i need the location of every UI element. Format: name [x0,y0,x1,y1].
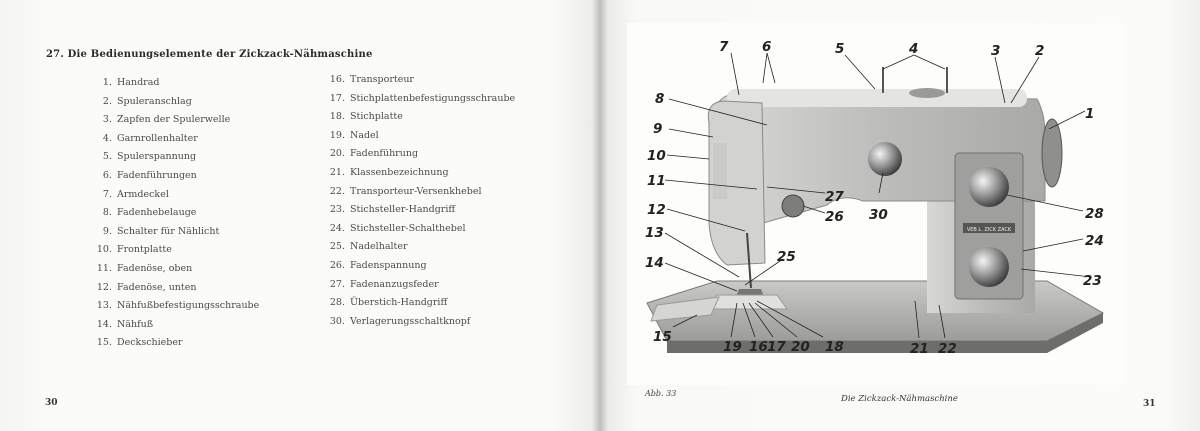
item-number: 15. [96,337,112,349]
callout-25: 25 [777,249,796,265]
item-label: Frontplatte [117,244,172,256]
drop-feed-knob [868,142,902,176]
callout-11: 11 [647,173,666,189]
item-label: Handrad [117,77,160,88]
callout-27: 27 [825,189,844,205]
item-number: 26. [329,259,345,271]
callout-19: 19 [723,339,742,355]
stitch-width-knob [969,167,1009,207]
parts-list-item [323,238,515,257]
item-label: Stichplattenbefestigungsschraube [350,92,516,104]
parts-list-item [92,167,259,186]
item-number: 20. [329,148,345,160]
callout-15: 15 [653,329,672,345]
callout-30: 30 [869,207,888,223]
machine-plate-text: VEB L. ZICK ZACK [966,227,1012,233]
parts-list-item [92,111,259,130]
item-number: 27. [329,278,345,290]
item-label: Nadelhalter [350,241,408,253]
item-label: Transporteur [350,74,414,85]
tension-dial [782,195,804,217]
item-number: 17. [329,92,345,104]
callout-13: 13 [645,225,664,241]
parts-list-item [92,130,259,149]
page-number-right: 31 [1143,399,1156,409]
callout-24: 24 [1085,233,1104,249]
item-number: 4. [102,132,112,144]
item-label: Spulerspannung [117,151,197,163]
callout-4: 4 [909,41,919,57]
parts-list-item [92,93,259,112]
arm-top-cover [727,89,1027,107]
parts-list-item [92,260,259,279]
stitch-length-knob [969,247,1009,287]
item-label: Fadenspannung [350,259,427,271]
callout-22: 22 [938,341,957,357]
parts-list-item [92,186,259,205]
callout-12: 12 [647,202,666,218]
item-number: 28. [329,297,345,309]
book-gutter-shadow [592,0,608,431]
callout-28: 28 [1085,206,1104,222]
parts-list-item [92,148,259,167]
parts-list-item [92,74,259,93]
item-label: Fadenführung [350,148,419,160]
parts-list-item [92,316,259,335]
item-number: 16. [329,74,345,85]
item-label: Deckschieber [117,337,183,349]
item-number: 7. [102,188,112,200]
item-label: Fadenöse, unten [117,281,197,293]
parts-list-item [323,71,515,90]
callout-21: 21 [910,341,929,357]
item-number: 30. [329,315,345,327]
parts-list-column-1 [92,74,259,353]
item-label: Nadel [350,129,379,141]
item-label: Spuleranschlag [117,95,192,107]
sewing-machine-photo [627,23,1123,385]
item-number: 13. [96,300,112,312]
callout-7: 7 [719,39,729,55]
item-label: Transporteur-Versenkhebel [350,185,482,197]
item-label: Zapfen der Spulerwelle [117,114,231,126]
item-number: 8. [102,207,112,219]
parts-list-item [323,127,515,146]
item-label: Fadenhebelauge [117,207,197,219]
parts-list-item [323,108,515,127]
handwheel [1042,119,1062,187]
callout-6: 6 [762,39,772,55]
item-label: Stichsteller-Schalthebel [350,222,466,234]
figure-caption: Die Zickzack-Nähmaschine [841,394,958,404]
callout-26: 26 [825,209,844,225]
item-label: Fadenanzugsfeder [350,278,439,290]
parts-list-item [92,279,259,298]
callout-8: 8 [655,91,665,107]
item-number: 5. [102,151,112,163]
parts-list-item [323,90,515,109]
item-label: Schalter für Nählicht [117,225,220,237]
item-number: 3. [102,114,112,126]
item-label: Stichplatte [350,111,403,123]
callout-20: 20 [791,339,810,355]
parts-list-item [92,334,259,353]
front-plate [713,143,727,199]
item-number: 9. [102,225,112,237]
parts-list-item [323,313,515,332]
callout-10: 10 [647,148,666,164]
item-number: 25. [329,241,345,253]
item-label: Überstich-Handgriff [350,297,448,309]
item-number: 10. [96,244,112,256]
parts-list-item [323,145,515,164]
item-number: 23. [329,204,345,216]
item-label: Garnrollenhalter [117,132,198,144]
parts-list-item [323,257,515,276]
item-label: Fadenöse, oben [117,262,193,274]
parts-list-item [323,201,515,220]
item-label: Fadenführungen [117,169,197,181]
item-label: Nähfußbefestigungsschraube [117,300,260,312]
item-label: Nähfuß [117,318,154,330]
page-number-left: 30 [45,398,58,408]
callout-18: 18 [825,339,844,355]
parts-list-item [323,276,515,295]
item-number: 11. [96,262,112,274]
parts-list-item [323,164,515,183]
parts-list-column-2 [323,71,515,331]
parts-list-item [92,241,259,260]
callout-1: 1 [1085,106,1095,122]
item-number: 2. [102,95,112,107]
callout-5: 5 [835,41,845,57]
item-label: Stichsteller-Handgriff [350,204,456,216]
section-title: 27. Die Bedienungselemente der Zickzack-Nähmaschine [46,49,373,60]
item-label: Klassenbezeichnung [350,166,449,178]
item-number: 6. [102,169,112,181]
item-number: 1. [102,77,112,88]
item-number: 22. [329,185,345,197]
callout-9: 9 [653,121,663,137]
callout-2: 2 [1035,43,1045,59]
item-number: 24. [329,222,345,234]
parts-list-item [323,294,515,313]
item-label: Armdeckel [117,188,169,200]
item-label: Verlagerungsschaltknopf [350,315,471,327]
parts-list-item [92,204,259,223]
figure-label: Abb. 33 [645,389,677,398]
parts-list-item [92,223,259,242]
item-number: 12. [96,281,112,293]
sewing-machine-illustration [627,23,1123,385]
parts-list-item [323,183,515,202]
parts-list-item [323,220,515,239]
callout-3: 3 [991,43,1001,59]
parts-list-item [92,297,259,316]
item-number: 18. [329,111,345,123]
callout-23: 23 [1083,273,1102,289]
item-number: 14. [96,318,112,330]
callout-17: 17 [767,339,786,355]
item-number: 21. [329,166,345,178]
item-number: 19. [329,129,345,141]
callout-14: 14 [645,255,664,271]
callout-16: 16 [749,339,768,355]
